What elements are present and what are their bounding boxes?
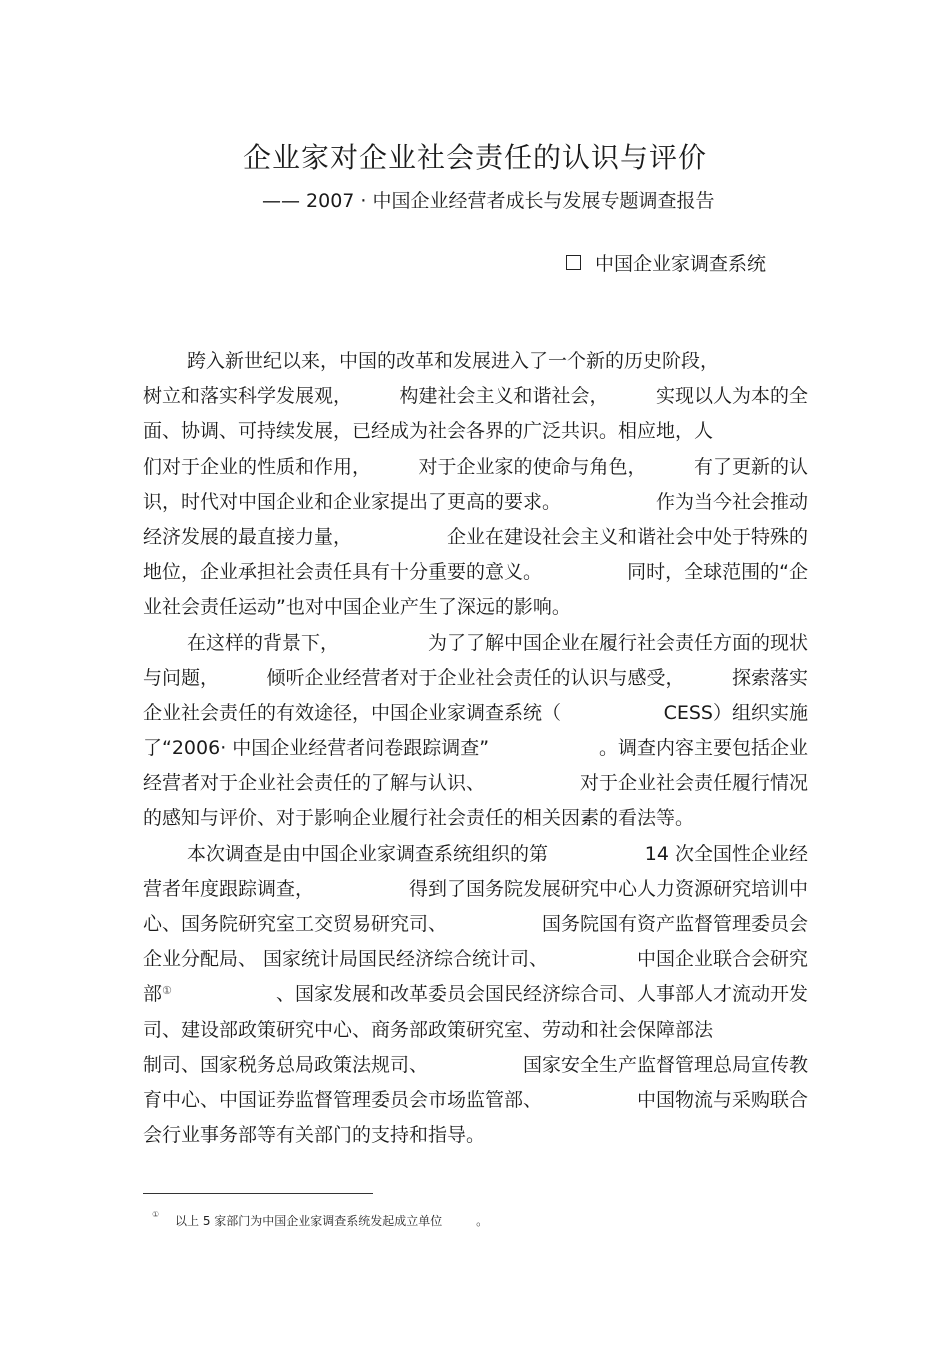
text-line [143, 1048, 808, 1083]
footnote-end-mark: 。 [476, 1214, 489, 1228]
text-segment: 企业分配局、 国家统计局国民经济综合统计司、 [143, 948, 549, 971]
text-segment: 为了了解中国企业在履行社会责任方面的现状 [427, 631, 808, 654]
text-line [143, 344, 808, 379]
text-line [143, 379, 808, 414]
text-segment: 地位，企业承担社会责任具有十分重要的意义。 [143, 561, 543, 584]
text-segment: 对于企业社会责任履行情况 [579, 772, 808, 795]
text-line [143, 837, 808, 872]
author-line [566, 249, 766, 276]
text-segment: 企业在建设社会主义和谐社会中处于特殊的 [446, 525, 808, 548]
text-line [143, 1013, 808, 1048]
text-segment: 经营者对于企业社会责任的了解与认识、 [143, 772, 486, 795]
text-segment: 国务院国有资产监督管理委员会 [541, 913, 808, 935]
text-segment: 。调查内容主要包括企业 [598, 737, 808, 760]
text-line [143, 731, 808, 766]
text-segment: 对于企业家的使命与角色， [418, 455, 647, 478]
text-segment: 司、建设部政策研究中心、商务部政策研究室、劳动和社会保障部法 [143, 1018, 714, 1041]
text-line [143, 696, 808, 731]
text-segment: 会行业事务部等有关部门的支持和指导。 [143, 1124, 486, 1147]
text-line [143, 907, 808, 942]
footnote-divider [143, 1193, 373, 1194]
document-subtitle: —— 2007 · 中国企业经营者成长与发展专题调查报告 [262, 190, 715, 212]
text-segment: 构建社会主义和谐社会， [399, 385, 609, 408]
text-line [143, 661, 808, 696]
text-segment: 本次调查是由中国企业家调查系统组织的第 [187, 842, 549, 865]
text-line [143, 942, 808, 977]
text-line [143, 520, 808, 555]
text-line [143, 1083, 808, 1118]
checkbox-square-icon [566, 255, 581, 270]
text-segment: 面、协调、可持续发展，已经成为社会各界的广泛共识。相应地，人 [143, 420, 714, 443]
text-line [143, 872, 808, 907]
text-segment: 有了更新的认 [693, 455, 808, 478]
text-line [143, 555, 808, 590]
author-name: 中国企业家调查系统 [595, 253, 767, 275]
text-segment: 国家安全生产监督管理总局宣传教 [522, 1053, 808, 1076]
footnote-ref-mark: ① [162, 984, 172, 998]
text-segment: 倾听企业经营者对于企业社会责任的认识与感受， [266, 666, 685, 689]
text-segment: 育中心、中国证券监督管理委员会市场监管部、 [143, 1088, 543, 1111]
text-segment: 部 [143, 983, 163, 1006]
document-body [143, 344, 808, 1153]
text-segment: 经济发展的最直接力量， [143, 525, 353, 548]
text-line [143, 766, 808, 801]
text-segment: 们对于企业的性质和作用， [143, 455, 372, 478]
text-segment: 制司、国家税务总局政策法规司、 [143, 1053, 429, 1076]
text-line [143, 801, 808, 836]
footnote-mark: ① [152, 1210, 160, 1219]
text-line [143, 626, 808, 661]
text-line [143, 590, 808, 625]
text-segment: 实现以人为本的全 [655, 385, 808, 408]
text-segment-with-ref [143, 977, 172, 1012]
text-segment: 树立和落实科学发展观， [143, 385, 353, 408]
text-line [143, 450, 808, 485]
text-segment: CESS）组织实施 [663, 701, 808, 724]
document-title: 企业家对企业社会责任的认识与评价 [242, 141, 707, 174]
text-segment: 14 次全国性企业经 [644, 842, 808, 865]
text-segment: 了“2006· 中国企业经营者问卷跟踪调查” [143, 737, 490, 760]
text-segment: 企业社会责任的有效途径，中国企业家调查系统（ [143, 701, 562, 724]
text-segment: 业社会责任运动”也对中国企业产生了深远的影响。 [143, 596, 571, 619]
text-segment: 识，时代对中国企业和企业家提出了更高的要求。 [143, 490, 562, 513]
text-segment: 跨入新世纪以来，中国的改革和发展进入了一个新的历史阶段， [187, 350, 720, 372]
text-segment: 营者年度跟踪调查， [143, 877, 315, 900]
text-segment: 得到了国务院发展研究中心人力资源研究培训中 [408, 877, 808, 900]
text-line [143, 977, 808, 1012]
text-line [143, 485, 808, 520]
text-segment: 中国物流与采购联合 [636, 1088, 808, 1111]
text-segment: 作为当今社会推动 [655, 490, 808, 513]
text-line [143, 414, 808, 449]
text-segment: 的感知与评价、对于影响企业履行社会责任的相关因素的看法等。 [143, 807, 695, 830]
text-segment: 心、国务院研究室工交贸易研究司、 [143, 913, 448, 935]
footnote [152, 1212, 488, 1229]
text-segment: 探索落实 [731, 666, 808, 689]
text-segment: 、国家发展和改革委员会国民经济综合司、人事部人才流动开发 [275, 983, 808, 1006]
text-segment: 与问题， [143, 666, 220, 689]
text-segment: 同时，全球范围的“企 [627, 561, 808, 584]
footnote-text: 以上 5 家部门为中国企业家调查系统发起成立单位 [175, 1214, 443, 1228]
text-segment: 中国企业联合会研究 [636, 948, 808, 971]
text-line [143, 1118, 808, 1153]
text-segment: 在这样的背景下， [187, 631, 340, 654]
